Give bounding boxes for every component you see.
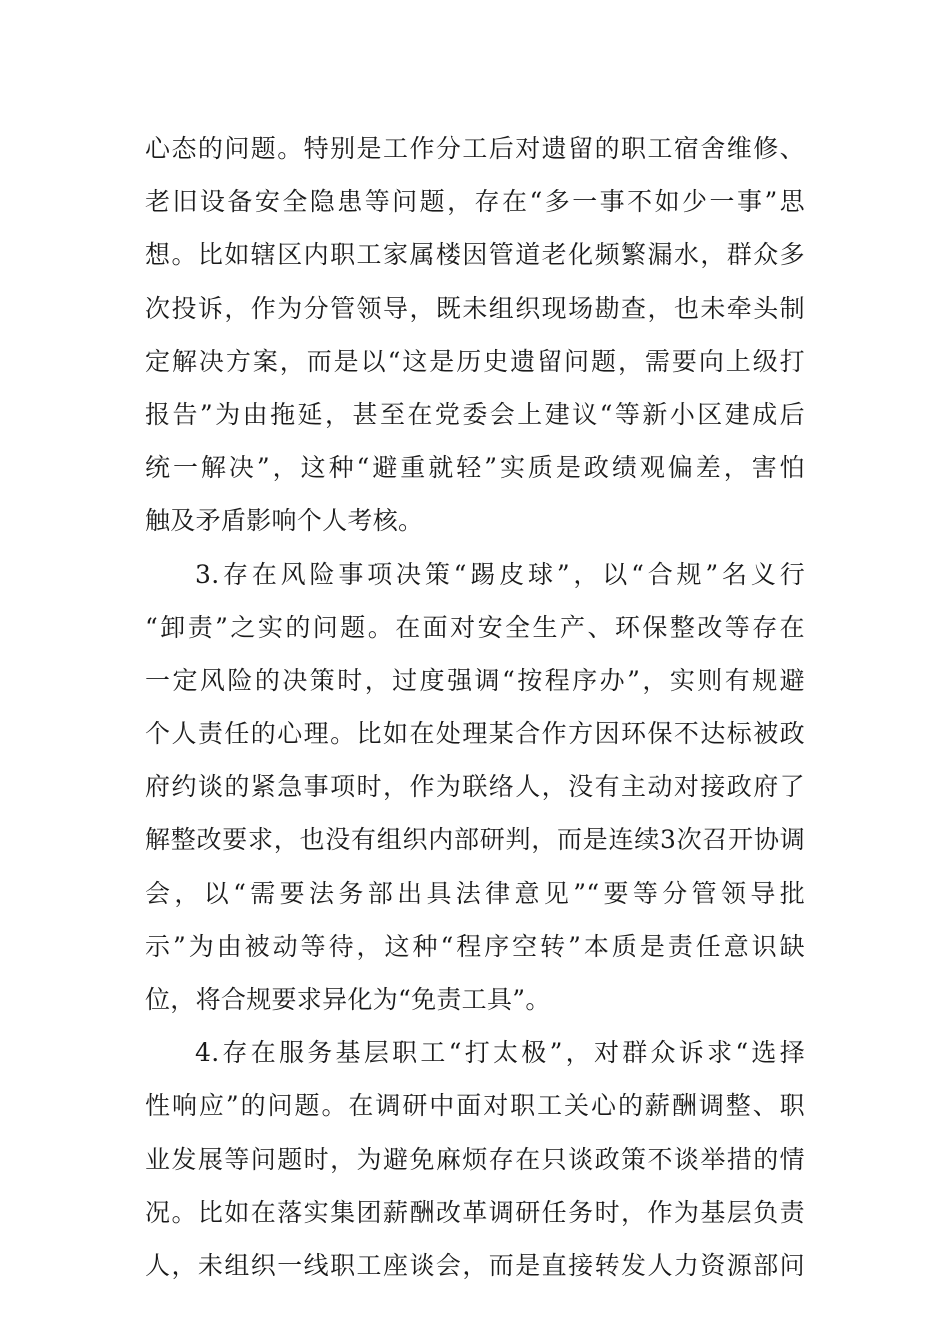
text-line: 个人责任的心理。比如在处理某合作方因环保不达标被政 <box>145 719 805 749</box>
text-line: 统一解决”，这种“避重就轻”实质是政绩观偏差，害怕 <box>145 453 805 483</box>
text-line: 想。比如辖区内职工家属楼因管道老化频繁漏水，群众多 <box>145 240 805 270</box>
text-line: 况。比如在落实集团薪酬改革调研任务时，作为基层负责 <box>145 1197 805 1227</box>
text-line: 业发展等问题时，为避免麻烦存在只谈政策不谈举措的情 <box>145 1144 805 1174</box>
text-line: 次投诉，作为分管领导，既未组织现场勘查，也未牵头制 <box>145 293 805 323</box>
text-line: “卸责”之实的问题。在面对安全生产、环保整改等存在 <box>145 612 805 642</box>
text-line: 定解决方案，而是以“这是历史遗留问题，需要向上级打 <box>145 346 805 376</box>
text-line: 解整改要求，也没有组织内部研判，而是连续3次召开协调 <box>145 825 805 855</box>
text-line: 心态的问题。特别是工作分工后对遗留的职工宿舍维修、 <box>145 134 805 163</box>
text-line: 位，将合规要求异化为“免责工具”。 <box>145 985 551 1014</box>
body-text <box>145 122 805 1292</box>
text-line: 人，未组织一线职工座谈会，而是直接转发人力资源部问 <box>145 1250 805 1280</box>
text-line: 性响应”的问题。在调研中面对职工关心的薪酬调整、职 <box>145 1091 805 1121</box>
text-line: 报告”为由拖延，甚至在党委会上建议“等新小区建成后 <box>145 399 805 429</box>
paragraph-heading-4: 4.存在服务基层职工“打太极”，对群众诉求“选择 <box>195 1038 805 1068</box>
text-line: 府约谈的紧急事项时，作为联络人，没有主动对接政府了 <box>145 772 805 802</box>
text-line: 触及矛盾影响个人考核。 <box>145 506 424 536</box>
text-line: 会，以“需要法务部出具法律意见”“要等分管领导批 <box>145 878 805 908</box>
text-line: 一定风险的决策时，过度强调“按程序办”，实则有规避 <box>145 665 805 695</box>
text-line: 示”为由被动等待，这种“程序空转”本质是责任意识缺 <box>145 931 805 961</box>
paragraph-heading-3: 3.存在风险事项决策“踢皮球”，以“合规”名义行 <box>195 559 805 589</box>
text-line: 老旧设备安全隐患等问题，存在“多一事不如少一事”思 <box>145 187 805 217</box>
